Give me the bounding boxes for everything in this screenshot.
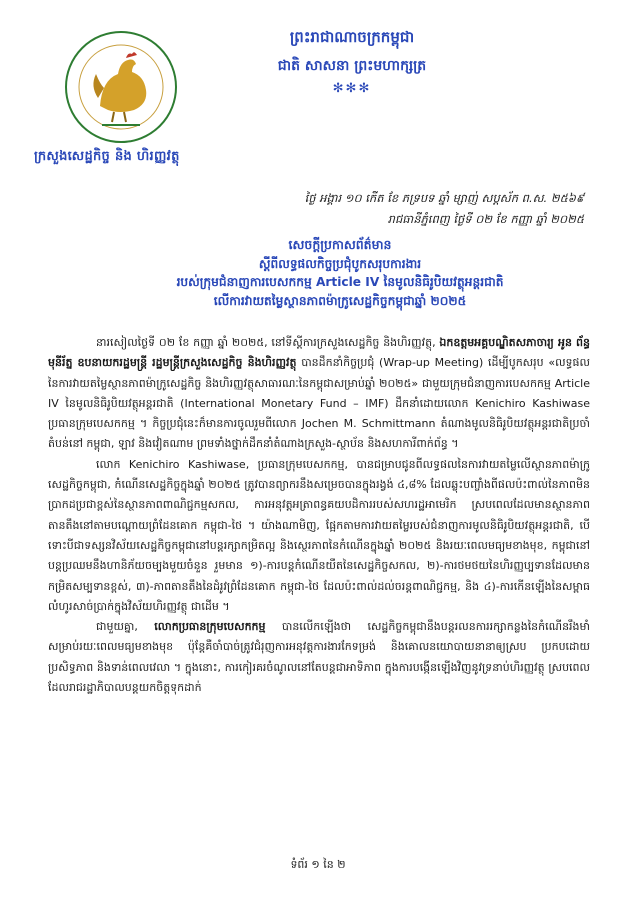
document-body (48, 333, 590, 698)
ornament-divider: ✻✻✻ (332, 81, 372, 96)
paragraph-3 (48, 617, 590, 698)
ministry-logo (62, 28, 180, 146)
rooster-emblem-icon (62, 28, 180, 146)
page-number: ទំព័រ ១ នៃ ២ (290, 858, 346, 871)
paragraph-3-official: លោកប្រធានក្រុមបេសកកម្ម (154, 620, 266, 634)
paragraph-3-intro: ជាមួយគ្នា, (96, 620, 155, 634)
dateline (305, 188, 584, 230)
title-line-3: របស់ក្រុមជំនាញការបេសកកម្ម Article IV នៃមូលនិធិរូបិយវត្ថុអន្តរជាតិ (176, 275, 504, 289)
national-motto: ជាតិ សាសនា ព្រះមហាក្សត្រ (277, 58, 427, 74)
solar-date: រាជធានីភ្នំពេញ ថ្ងៃទី ០២ ខែ កញ្ញា ឆ្នាំ ២០២៥ (387, 212, 584, 226)
lunar-date: ថ្ងៃ អង្គារ ១០ កើត ខែ ភទ្របទ ឆ្នាំ ម្សាញ់ សប្តស័ក ព.ស. ២៥៦៩ (304, 191, 584, 205)
paragraph-2: លោក Kenichiro Kashiwase, ប្រធានក្រុមបេសកកម្ម, បានជម្រាបជូនពីលទ្ធផលនៃការវាយតម្លៃលើស្ថានភាពម៉ាក្រូសេដ្ឋកិច្ចកម្ពុជា, កំណើនសេដ្ឋកិច្ចក្នុងឆ្នាំ ២០២៥ ត្រូវបានព្យាករនឹងសម្រេចបានក្នុងរង្វង់ ៤,៨% ដែលឆ្លុះបញ្ចាំងពីផលប៉ះពាល់នៃភាពមិនប្រាកដប្រជាខ្ពស់នៃស្ថានភាពពាណិជ្ជកម្មសកល, ការអនុវត្តអត្រាពន្ធគយបដិការរបស់សហរដ្ឋអាមេរិក ស្របពេលដែលមានស្ថានភាពតានតឹងនៅតាមបណ្តោយព្រំដែនគោក កម្ពុជា-ថៃ ។ យ៉ាងណាមិញ, ផ្អែកតាមការវាយតម្លៃរបស់ជំនាញការមូលនិធិរូបិយវត្ថុអន្តរជាតិ, បើទោះបីជាទស្សនវិស័យសេដ្ឋកិច្ចកម្ពុជានៅបន្តរក្សាកម្រិតល្អ និងស្ថេរភាពនៃកំណើនក្នុងឆ្នាំ ២០២៥ និងរយៈពេលមធ្យមខាងមុខ, កម្ពុជានៅបន្តប្រឈមនឹងហានិភ័យចម្បងមួយចំនួន រួមមាន ១)-ការបន្តកំណើនយឺតនៃសេដ្ឋកិច្ចសកល, ២)-ការថមថយនៃហិរញ្ញប្បទានដែលមានកម្រិតសម្បទានខ្ពស់, ៣)-ភាពតានតឹងនៃដំរូវព្រំដែនគោក កម្ពុជា-ថៃ ដែលប៉ះពាល់ដល់ចរន្តពាណិជ្ជកម្ម, និង ៤)-ការកើនឡើងនៃសម្ពាធលំហូរសាច់ប្រាក់ក្នុងវិស័យហិរញ្ញវត្ថុ ជាដើម ។ (48, 457, 590, 613)
title-line-2: ស្តីពីលទ្ធផលកិច្ចប្រជុំបូកសរុបការងារ (258, 256, 422, 271)
title-line-1: សេចក្តីប្រកាសព័ត៌មាន (288, 237, 392, 252)
paragraph-1-intro: នារសៀលថ្ងៃទី ០២ ខែ កញ្ញា ឆ្នាំ ២០២៥, នៅទីស្តីការក្រសួងសេដ្ឋកិច្ច និងហិរញ្ញវត្ថុ, (96, 336, 440, 349)
press-release-title (120, 236, 560, 310)
paragraph-1 (48, 333, 590, 455)
ministry-name: ក្រសួងសេដ្ឋកិច្ច និង ហិរញ្ញវត្ថុ (34, 149, 180, 164)
kingdom-heading (222, 28, 482, 96)
title-line-4: លើការវាយតម្លៃស្ថានភាពម៉ាក្រូសេដ្ឋកិច្ចកម្ពុជាឆ្នាំ ២០២៥ (213, 293, 467, 308)
paragraph-1-text: បានដឹកនាំកិច្ចប្រជុំ (Wrap-up Meeting) ដើម្បីបូកសរុប «លទ្ធផលនៃការវាយតម្លៃស្ថានភាពម៉ាក្រូសេដ្ឋកិច្ច និងហិរញ្ញវត្ថុសាធារណៈនៃកម្ពុជាសម្រាប់ឆ្នាំ ២០២៥» ជាមួយក្រុមជំនាញការបេសកកម្ម Article IV នៃមូលនិធិរូបិយវត្ថុអន្តរជាតិ (International Monetary Fund – IMF) ដឹកនាំដោយលោក Kenichiro Kashiwase ប្រធានក្រុមបេសកកម្ម ។ កិច្ចប្រជុំនេះក៏មានការចូលរួមពីលោក Jochen M. Schmittmann តំណាងមូលនិធិរូបិយវត្ថុអន្តរជាតិប្រចាំតំបន់នៅ កម្ពុជា, ឡាវ និងវៀតណាម ព្រមទាំងថ្នាក់ដឹកនាំតំណាងក្រសួង-ស្ថាប័ន និងសហការីពាក់ព័ន្ធ ។ (48, 356, 590, 451)
kingdom-name: ព្រះរាជាណាចក្រកម្ពុជា (289, 28, 415, 46)
paragraph-3-text: បានលើកឡើងថា សេដ្ឋកិច្ចកម្ពុជានឹងបន្តរលនការរក្សាកន្លងនៃកំណើនរឹងមាំសម្រាប់រយៈពេលមធ្យមខាងមុខ ប៉ុន្តែគឺចាំបាច់ត្រូវជំរុញការអនុវត្តការងារកែទម្រង់ និងគោលនយោបាយនានាឲ្យស្រប ប្រកបដោយប្រសិទ្ធភាព និងទាន់ពេលវេលា ។ ក្នុងនោះ, ការកៀរគរចំណូលនៅតែបន្តជាអាទិភាព ក្នុងការបង្កើនឡើងវិញនូវទ្រនាប់ហិរញ្ញវត្ថុ ស្របពេលដែលរាជរដ្ឋាភិបាលបន្តយកចិត្តទុកដាក់ (48, 620, 590, 695)
paragraph-1-official: ឯកឧត្តមអគ្គបណ្ឌិតសភាចារ្យ អូន ព័ន្ធមុនីរ័ត្ន ឧបនាយករដ្ឋមន្ត្រី រដ្ឋមន្ត្រីក្រសួងសេដ្ឋកិច្ច និងហិរញ្ញវត្ថុ (48, 336, 591, 370)
